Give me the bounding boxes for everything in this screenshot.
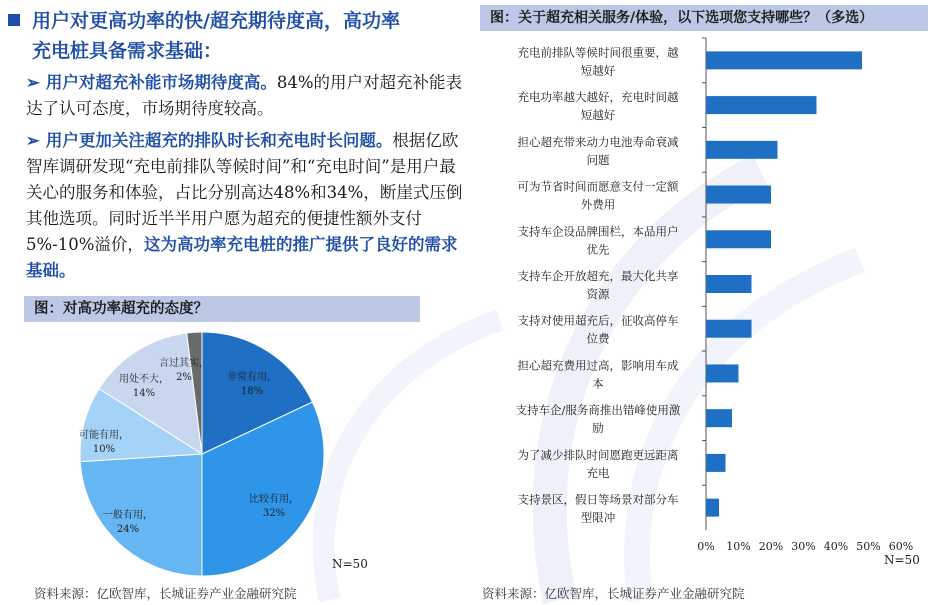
source-note-left: 资料来源：亿欧智库，长城证券产业金融研究院 <box>34 586 297 601</box>
paragraph-1 <box>26 70 470 122</box>
bar-chart-title: 图：关于超充相关服务/体验，以下选项您支持哪些？（多选） <box>480 5 928 31</box>
bar-category-label: 本 <box>592 376 604 391</box>
bar-x-tick-label: 40% <box>823 540 849 553</box>
arrow-bullet-icon: ➢ <box>26 73 40 92</box>
pie-slice-value: 32% <box>262 508 286 519</box>
bar-category-label: 担心超充费用过高，影响用车成 <box>517 358 679 373</box>
bar <box>706 364 739 382</box>
bar-category-label: 位费 <box>586 331 610 346</box>
bar-category-label: 短越好 <box>580 63 616 78</box>
bar-x-tick-label: 60% <box>888 540 914 553</box>
square-bullet-icon <box>8 14 20 26</box>
bar-x-tick-label: 30% <box>791 540 816 553</box>
pie-slice-label: 用处不大， <box>119 374 169 385</box>
paragraph-2 <box>26 128 470 284</box>
bar-category-label: 优先 <box>586 242 610 257</box>
bar-x-tick-label: 10% <box>726 540 751 553</box>
headline-line-2: 充电桩具备需求基础： <box>32 40 223 62</box>
bar-category-label: 支持景区，假日等场景对部分车 <box>517 492 679 507</box>
bar-category-label: 充电 <box>586 465 610 480</box>
pie-slice-value: 18% <box>240 386 264 397</box>
bar-x-tick-label: 20% <box>758 540 784 553</box>
pie-chart <box>60 322 400 584</box>
pie-slice-label: 言过其实， <box>159 358 209 369</box>
pie-slice-label: 一般有用， <box>103 510 153 521</box>
bar-category-label: 充电功率越大越好，充电时间越 <box>517 90 679 105</box>
bar-category-label: 型限冲 <box>580 510 616 525</box>
pie-slice-value: 10% <box>92 444 116 455</box>
pie-sample-note: N=50 <box>332 557 368 571</box>
bar <box>706 186 771 204</box>
paragraph-2-highlight: 用户更加关注超充的排队时长和充电时长问题。 <box>45 131 393 150</box>
pie-slice-value: 2% <box>176 372 192 383</box>
paragraph-1-highlight: 用户对超充补能市场期待度高。 <box>45 73 277 92</box>
source-note-right: 资料来源：亿欧智库，长城证券产业金融研究院 <box>482 586 745 601</box>
bar <box>706 275 752 293</box>
pie-slice-value: 14% <box>132 388 156 399</box>
headline-line-1: 用户对更高功率的快/超充期待度高，高功率 <box>32 10 400 32</box>
bar-category-label: 担心超充带来动力电池寿命衰减 <box>517 134 679 149</box>
bar <box>706 51 862 69</box>
bar <box>706 499 719 517</box>
bar <box>706 96 817 114</box>
bar-category-label: 支持对使用超充后，征收高停车 <box>517 313 679 328</box>
bar-category-label: 外费用 <box>580 197 616 212</box>
bar <box>706 320 752 338</box>
bar <box>706 454 726 472</box>
bar-category-label: 资源 <box>586 287 610 301</box>
bar-category-label: 短越好 <box>580 108 616 123</box>
bar <box>706 230 771 248</box>
bar-x-tick-label: 50% <box>856 540 881 553</box>
pie-chart-title: 图：对高功率超充的态度？ <box>24 296 420 322</box>
bar <box>706 141 778 159</box>
pie-slice-label: 比较有用， <box>249 494 299 505</box>
bar-chart <box>480 34 933 574</box>
bar-x-tick-label: 0% <box>697 540 715 553</box>
paragraph-2-highlight-tail: 这为高功率充电桩的推广提供了良好的需求基础。 <box>26 235 458 280</box>
bar-category-label: 可为节省时间而愿意支付一定额 <box>517 179 679 194</box>
bar-sample-note: N=50 <box>884 553 920 567</box>
bar-category-label: 问题 <box>586 152 610 167</box>
pie-slice-label: 非常有用， <box>227 372 277 383</box>
bar-category-label: 支持车企/服务商推出错峰使用激 <box>515 403 681 418</box>
pie-slice-value: 24% <box>116 524 140 535</box>
bar-category-label: 为了减少排队时间愿跑更远距离 <box>517 447 679 462</box>
bar <box>706 409 732 427</box>
pie-slice-label: 可能有用， <box>79 430 129 441</box>
bar-category-label: 励 <box>592 421 604 436</box>
bar-category-label: 支持车企设品牌围栏，本品用户 <box>517 224 679 239</box>
bar-category-label: 充电前排队等候时间很重要，越 <box>517 45 679 60</box>
paragraph-2-text: 根据亿欧智库调研发现“充电前排队等候时间”和“充电时间”是用户最关心的服务和体验，占比分别高达48%和34%，断崖式压倒其他选项。同时近半半用户愿为超充的便捷性额外支付5%-10%溢价， <box>26 131 463 254</box>
headline <box>8 6 478 66</box>
paragraph-1-text: 84%的用户对超充补能表达了认可态度，市场期待度较高。 <box>26 73 463 118</box>
arrow-bullet-icon: ➢ <box>26 131 40 150</box>
bar-category-label: 支持车企开放超充，最大化共享 <box>517 269 679 283</box>
